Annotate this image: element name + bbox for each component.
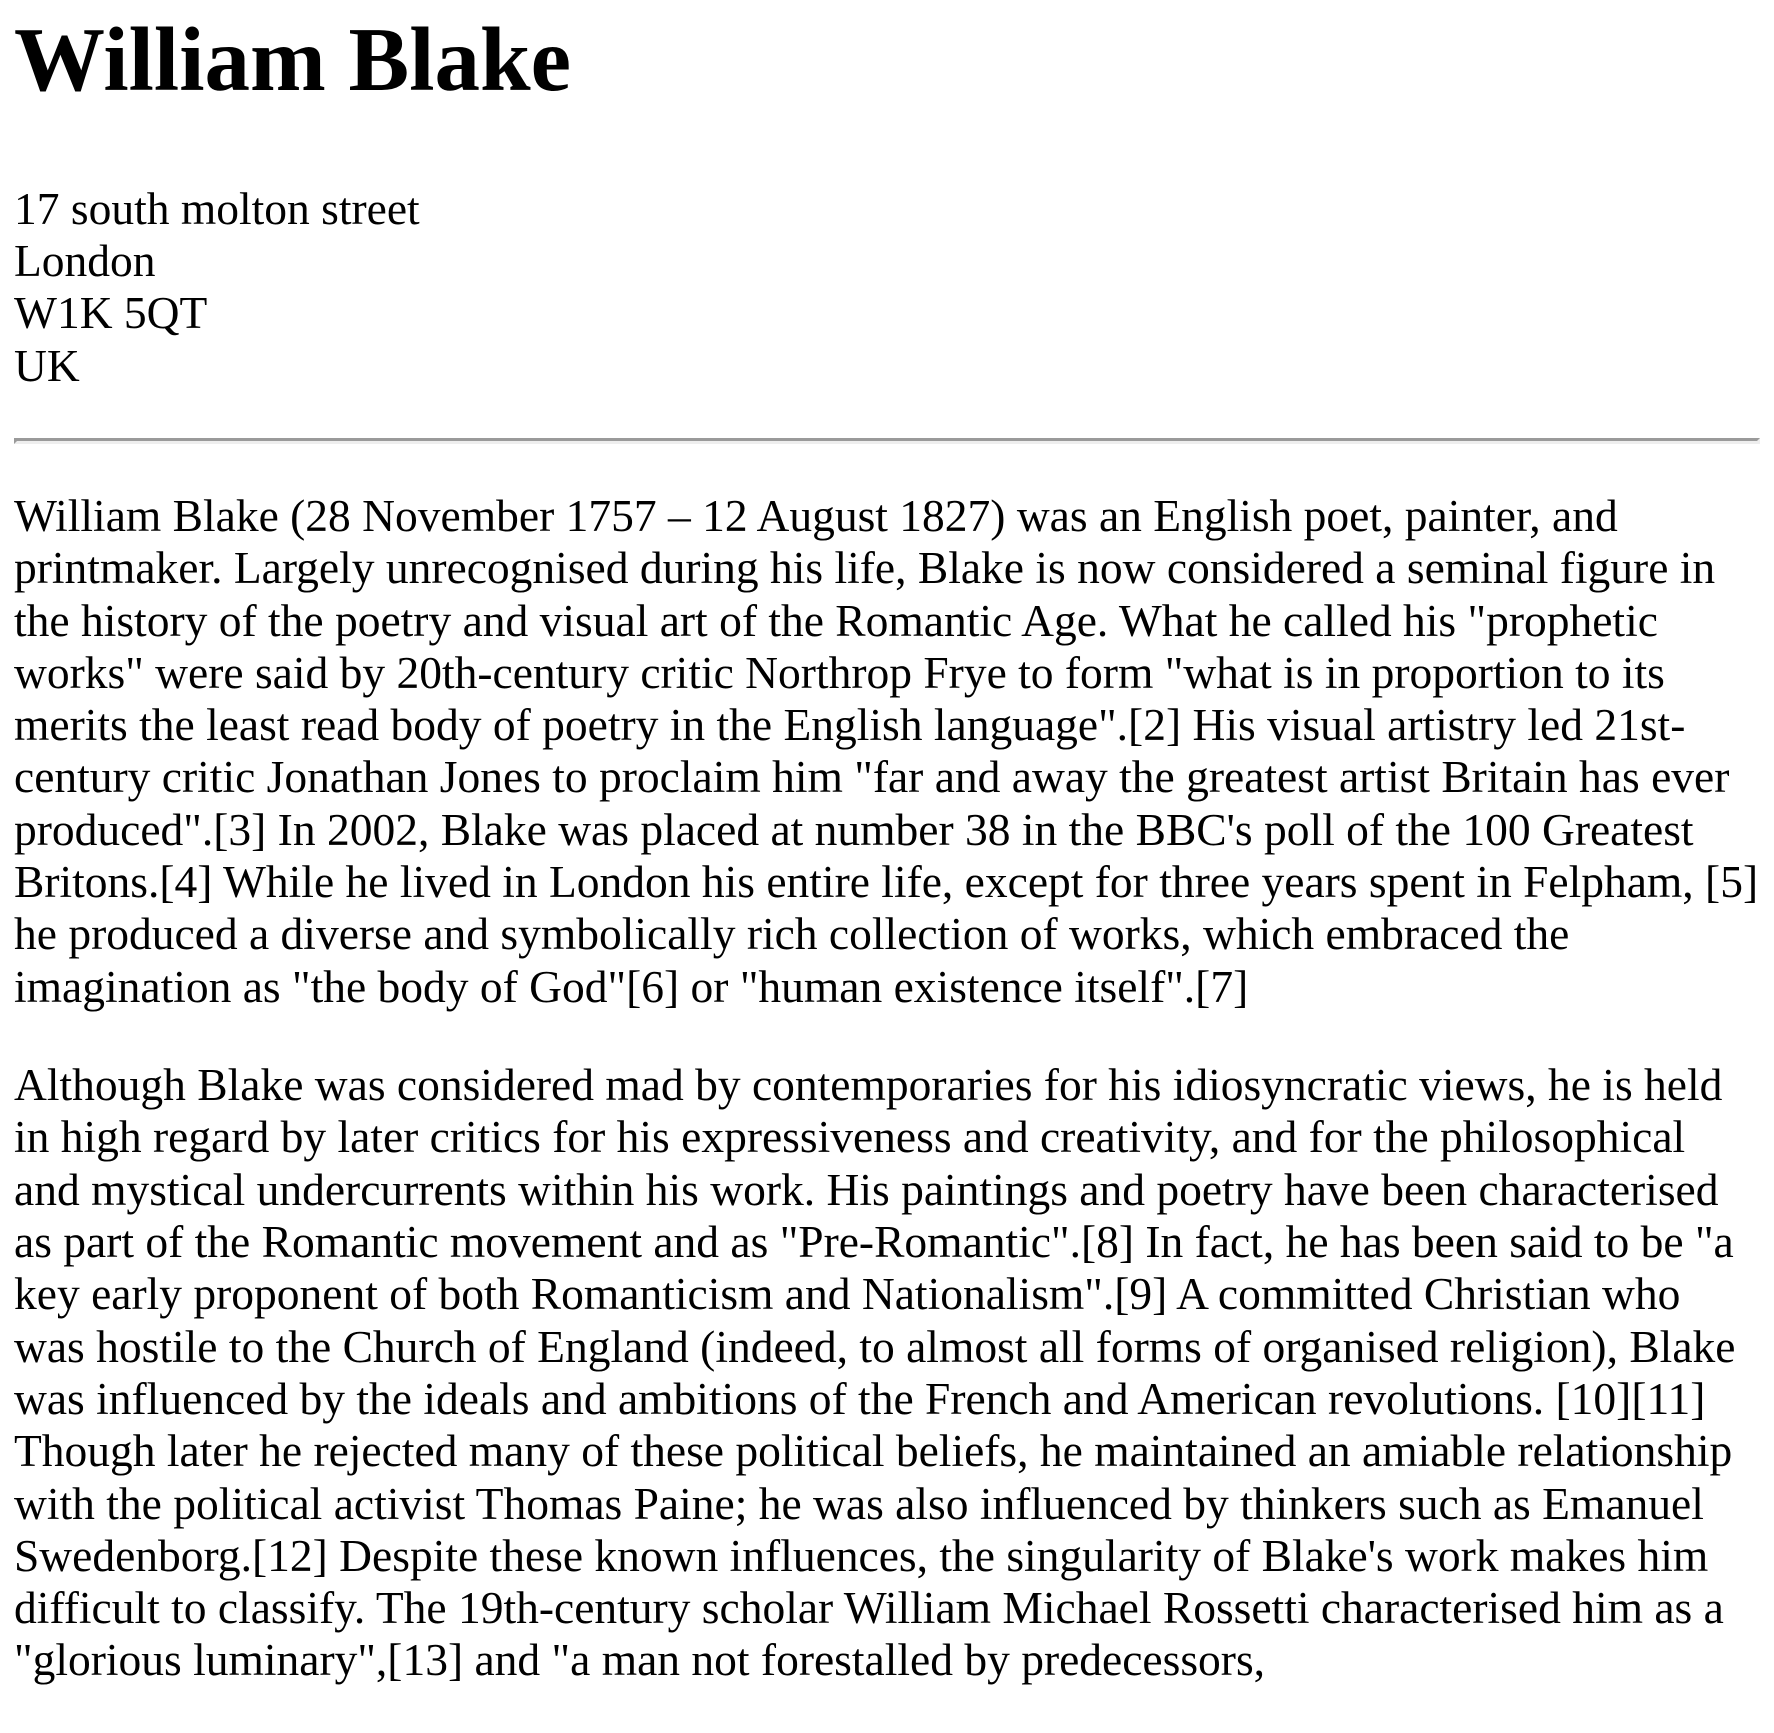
address-line-street: 17 south molton street [14, 182, 420, 234]
address-line-city: London [14, 234, 156, 286]
address-line-country: UK [14, 339, 80, 391]
article-paragraph-1: William Blake (28 November 1757 – 12 August 1827) was an English poet, painter, and printmaker. Largely unrecognised during his life, Blake is now considered a seminal figure in the history of the poetry and visual art of the Romantic Age. What he called his "prophetic works" were said by 20th-century critic Northrop Frye to form "what is in proportion to its merits the least read body of poetry in the English language".[2] His visual artistry led 21st-century critic Jonathan Jones to proclaim him "far and away the greatest artist Britain has ever produced".[3] In 2002, Blake was placed at number 38 in the BBC's poll of the 100 Greatest Britons.[4] While he lived in London his entire life, except for three years spent in Felpham, [5] he produced a diverse and symbolically rich collection of works, which embraced the imagination as "the body of God"[6] or "human existence itself".[7] [14, 489, 1759, 1012]
address-line-postcode: W1K 5QT [14, 287, 208, 339]
horizontal-divider [14, 438, 1760, 444]
page-title: William Blake [14, 9, 572, 110]
article-paragraph-2: Although Blake was considered mad by contemporaries for his idiosyncratic views, he is held in high regard by later critics for his expressiveness and creativity, and for the philosophical and mystical undercurrents within his work. His paintings and poetry have been characterised as part of the Romantic movement and as "Pre-Romantic".[8] In fact, he has been said to be "a key early proponent of both Romanticism and Nationalism".[9] A committed Christian who was hostile to the Church of England (indeed, to almost all forms of organised religion), Blake was influenced by the ideals and ambitions of the French and American revolutions. [10][11] Though later he rejected many of these political beliefs, he maintained an amiable relationship with the political activist Thomas Paine; he was also influenced by thinkers such as Emanuel Swedenborg.[12] Despite these known influences, the singularity of Blake's work makes him difficult to classify. The 19th-century scholar William Michael Rossetti characterised him as a "glorious luminary",[13] and "a man not forestalled by predecessors, [14, 1059, 1736, 1686]
address-block [14, 183, 1760, 392]
